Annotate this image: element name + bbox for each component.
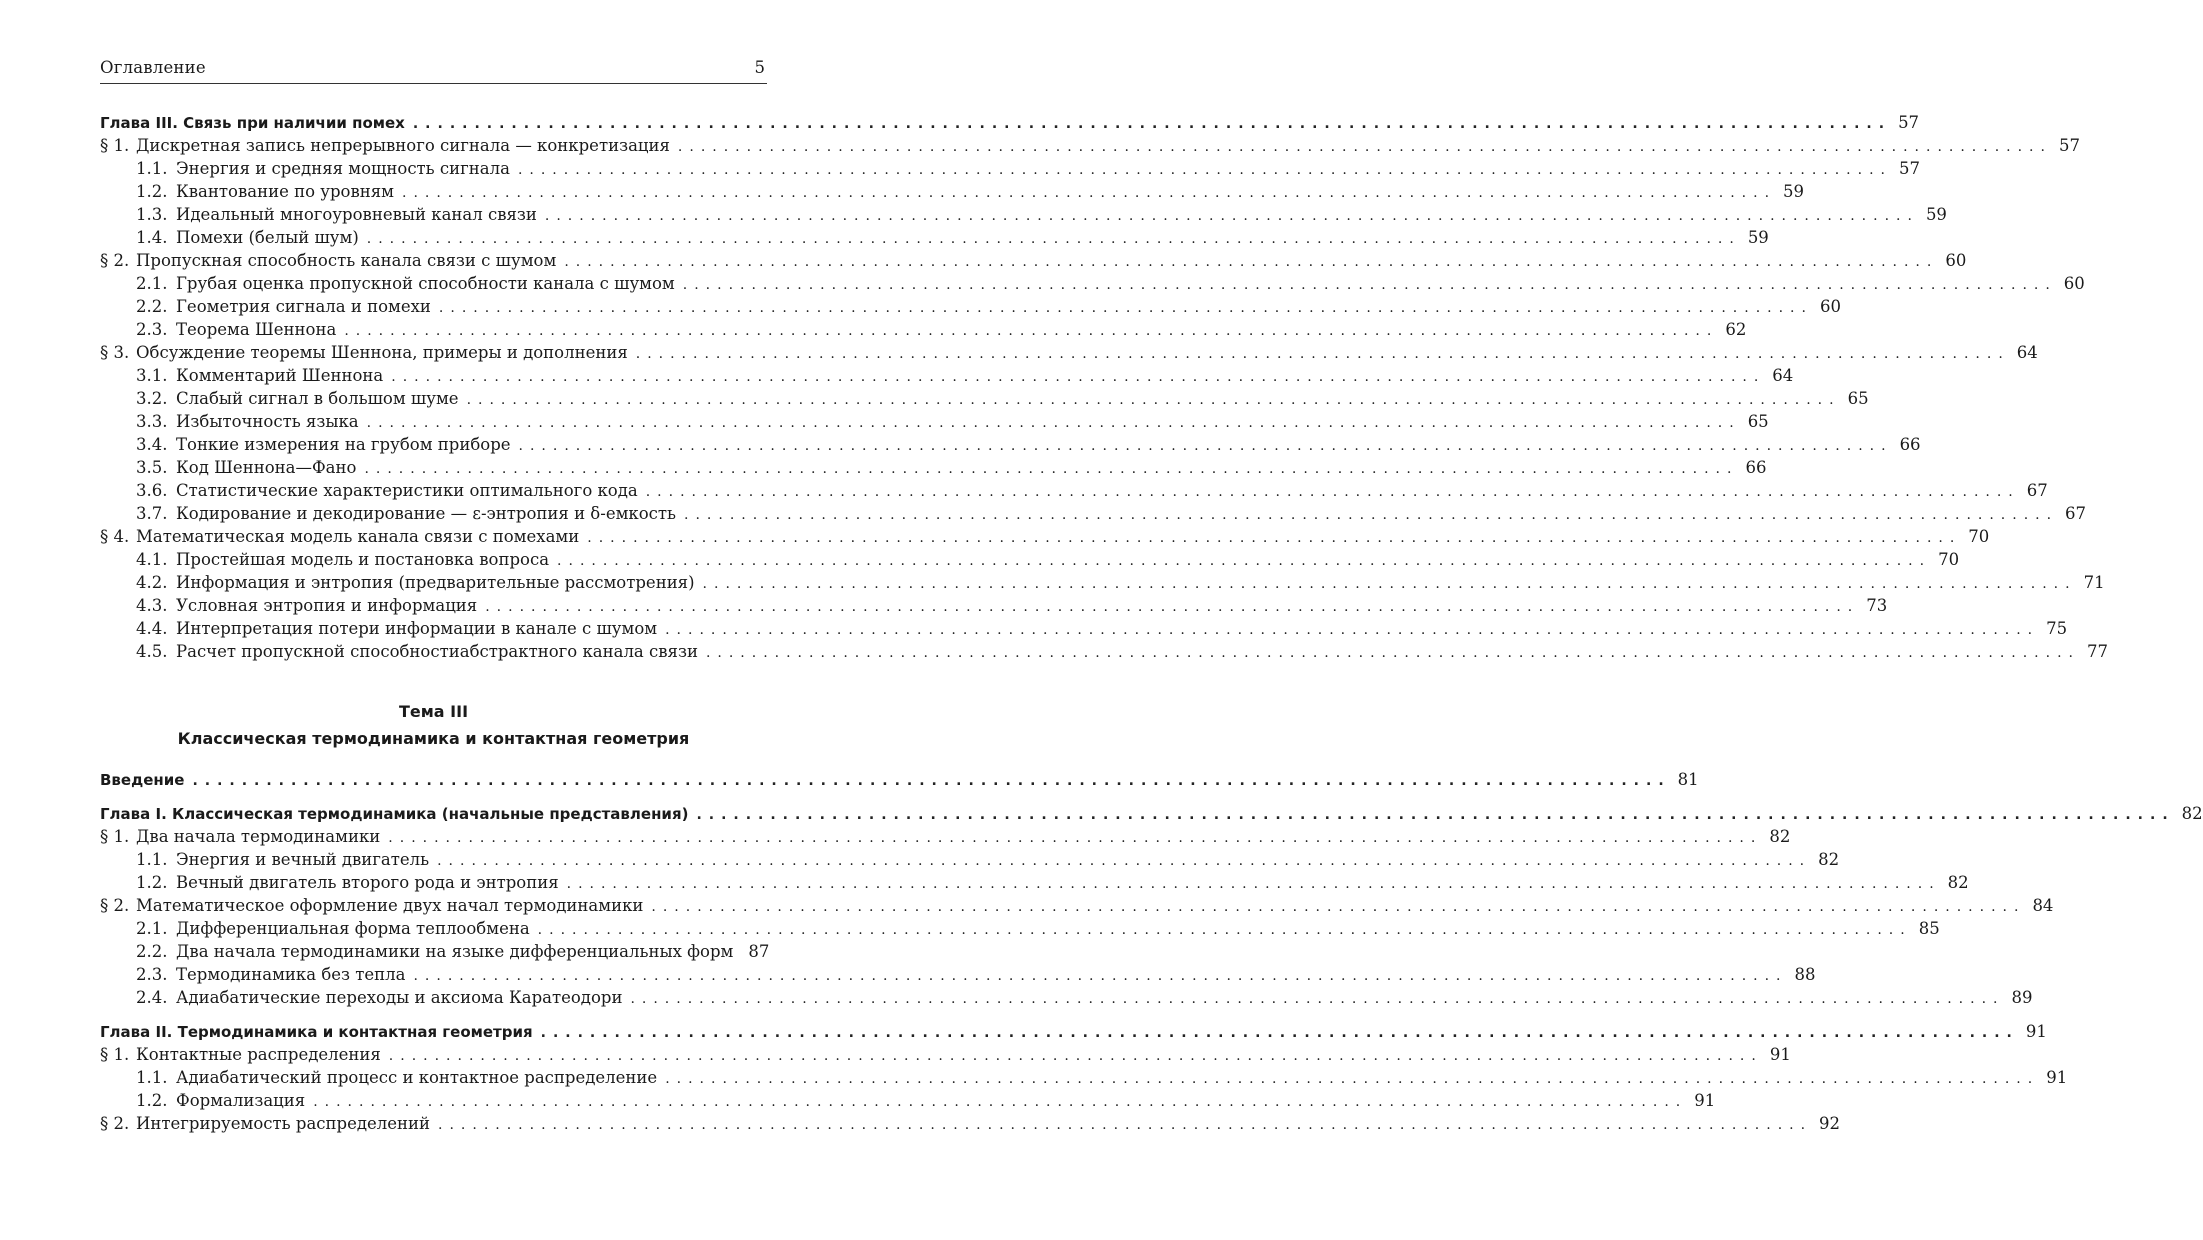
toc-section-title: Дискретная запись непрерывного сигнала — конкретизация (136, 136, 670, 155)
toc-subsection[interactable] (100, 640, 2108, 663)
toc-section-title: Два начала термодинамики (136, 827, 381, 846)
toc-subsection-page: 88 (1794, 965, 1816, 984)
chapter-2-block (100, 1020, 2068, 1135)
toc-chapter-page: 82 (2181, 804, 2203, 823)
toc-subsection-page: 89 (2011, 988, 2033, 1007)
dot-leader: ........................................................................................................................ (366, 415, 1741, 431)
dot-leader: ........................................................................................................................ (544, 208, 1919, 224)
toc-subsection-number: 3.2. (136, 389, 168, 408)
dot-leader: ........................................................................................................................ (413, 968, 1788, 984)
toc-subsection[interactable] (100, 433, 1921, 456)
toc-subsection-number: 2.1. (136, 274, 168, 293)
toc-subsection-label (100, 848, 429, 871)
toc-subsection-page: 59 (1925, 205, 1947, 224)
toc-section-label (100, 1112, 430, 1135)
dot-leader: ........................................................................................................................ (485, 599, 1860, 615)
toc-subsection-page: 60 (1819, 297, 1841, 316)
toc-subsection-label (100, 963, 405, 986)
toc-subsection-title: Дифференциальная форма теплообмена (176, 919, 530, 938)
toc-subsection-page: 91 (2046, 1068, 2068, 1087)
toc-subsection-number: 2.3. (136, 320, 168, 339)
toc-subsection-page: 75 (2046, 619, 2068, 638)
toc-section[interactable] (100, 525, 1990, 548)
toc-section-title: Интегрируемость распределений (136, 1114, 431, 1133)
toc-subsection-number: 3.6. (136, 481, 168, 500)
toc-subsection-label (100, 986, 622, 1009)
toc-subsection-number: 4.3. (136, 596, 168, 615)
toc-subsection-title: Статистические характеристики оптимального кода (176, 481, 638, 500)
toc-section-title: Обсуждение теоремы Шеннона, примеры и дополнения (136, 343, 628, 362)
toc-subsection-title: Комментарий Шеннона (176, 366, 384, 385)
toc-subsection[interactable] (100, 410, 1769, 433)
toc-chapter-page: 57 (1898, 113, 1920, 132)
toc-subsection-label (100, 272, 675, 295)
toc-subsection[interactable] (100, 571, 2105, 594)
toc-subsection-page: 66 (1745, 458, 1767, 477)
toc-subsection-number: 4.4. (136, 619, 168, 638)
toc-section[interactable] (100, 1043, 1791, 1066)
toc-subsection-label (100, 203, 537, 226)
toc-subsection-page: 65 (1747, 412, 1769, 431)
toc-subsection-label (100, 180, 394, 203)
toc-subsection-title: Адиабатический процесс и контактное распределение (176, 1068, 658, 1087)
toc-subsection[interactable] (100, 848, 1840, 871)
toc-subsection-number: 3.5. (136, 458, 168, 477)
dot-leader: ........................................................................................................................ (344, 323, 1719, 339)
toc-subsection-page: 70 (1938, 550, 1960, 569)
toc-subsection-page: 64 (1772, 366, 1794, 385)
toc-subsection-number: 3.1. (136, 366, 168, 385)
toc-subsection-number: 2.1. (136, 919, 168, 938)
toc-subsection-title: Идеальный многоуровневый канал связи (176, 205, 537, 224)
toc-subsection-label (100, 548, 549, 571)
dot-leader: ........................................................................................................................ (684, 507, 2059, 523)
toc-subsection-number: 1.1. (136, 850, 168, 869)
toc-subsection-title: Вечный двигатель второго рода и энтропия (176, 873, 559, 892)
toc-section-page: 57 (2058, 136, 2080, 155)
toc-subsection-title: Тонкие измерения на грубом приборе (176, 435, 511, 454)
introduction-block (100, 768, 1699, 791)
toc-section-number: § 2. (100, 1114, 130, 1133)
toc-chapter-label (100, 1021, 533, 1044)
toc-subsection[interactable] (100, 502, 2087, 525)
toc-subsection-title: Квантование по уровням (176, 182, 394, 201)
dot-leader: ........................................................................................................................ (696, 807, 2175, 823)
toc-subsection-title: Избыточность языка (176, 412, 359, 431)
toc-subsection-number: 1.4. (136, 228, 168, 247)
toc-subsection-label (100, 502, 676, 525)
toc-subsection[interactable] (100, 617, 2068, 640)
toc-subsection[interactable] (100, 917, 1940, 940)
dot-leader: ........................................................................................................................ (391, 369, 1766, 385)
dot-leader: ........................................................................................................................ (702, 576, 2077, 592)
running-head-title: Оглавление (100, 58, 206, 77)
toc-subsection-label (100, 410, 359, 433)
toc-section-number: § 2. (100, 251, 130, 270)
toc-introduction-title: Введение (100, 771, 185, 789)
toc-subsection-page: 57 (1898, 159, 1920, 178)
toc-section[interactable] (100, 825, 1791, 848)
toc-chapter-title: Глава III. Связь при наличии помех (100, 114, 405, 132)
toc-subsection-page: 87 (748, 942, 770, 961)
toc-subsection-label (100, 433, 511, 456)
toc-subsection-label (100, 594, 477, 617)
toc-introduction-page: 81 (1677, 770, 1699, 789)
toc-section-page: 92 (1819, 1114, 1841, 1133)
toc-subsection-title: Простейшая модель и постановка вопроса (176, 550, 550, 569)
toc-subsection[interactable] (100, 295, 1841, 318)
toc-page (100, 58, 2203, 1135)
toc-subsection-label (100, 917, 530, 940)
toc-section[interactable] (100, 341, 2038, 364)
dot-leader: ........................................................................................................................ (630, 991, 2005, 1007)
toc-subsection-page: 66 (1899, 435, 1921, 454)
toc-subsection[interactable] (100, 272, 2085, 295)
toc-section-page: 60 (1945, 251, 1967, 270)
toc-subsection-number: 1.2. (136, 873, 168, 892)
toc-section-label (100, 1043, 381, 1066)
toc-subsection-label (100, 226, 359, 249)
toc-subsection-title: Кодирование и декодирование — ε-энтропия и δ-емкость (176, 504, 677, 523)
toc-subsection-label (100, 479, 638, 502)
toc-subsection[interactable] (100, 986, 2033, 1009)
toc-subsection-page: 62 (1725, 320, 1747, 339)
toc-subsection[interactable] (100, 318, 1747, 341)
toc-section-title: Пропускная способность канала связи с шумом (136, 251, 557, 270)
toc-subsection-number: 2.2. (136, 297, 168, 316)
toc-section[interactable] (100, 894, 2054, 917)
toc-section-label (100, 825, 380, 848)
toc-subsection-page: 91 (1694, 1091, 1716, 1110)
dot-leader: ........................................................................................................................ (517, 162, 1892, 178)
toc-subsection-page: 59 (1783, 182, 1805, 201)
toc-subsection-label (100, 617, 657, 640)
toc-section-page: 70 (1968, 527, 1990, 546)
dot-leader: ........................................................................................................................ (587, 530, 1962, 546)
toc-subsection-number: 1.3. (136, 205, 168, 224)
toc-section-number: § 1. (100, 1045, 130, 1064)
dot-leader: ........................................................................................................................ (635, 346, 2010, 362)
toc-subsection[interactable] (100, 1089, 1716, 1112)
toc-section-number: § 1. (100, 827, 130, 846)
toc-subsection-number: 3.7. (136, 504, 168, 523)
dot-leader: ........................................................................................................................ (705, 645, 2080, 661)
toc-chapter-title: Глава II. Термодинамика и контактная геометрия (100, 1023, 533, 1041)
dot-leader: ........................................................................................................................ (192, 773, 1671, 789)
toc-subsection-page: 85 (1918, 919, 1940, 938)
toc-subsection-label (100, 1066, 657, 1089)
toc-section[interactable] (100, 1112, 1841, 1135)
toc-subsection-page: 82 (1947, 873, 1969, 892)
toc-subsection[interactable] (100, 548, 1960, 571)
toc-section-label (100, 249, 556, 272)
toc-subsection-label (100, 387, 459, 410)
toc-subsection-number: 1.1. (136, 159, 168, 178)
toc-subsection-page: 71 (2083, 573, 2105, 592)
toc-subsection-title: Информация и энтропия (предварительные рассмотрения) (176, 573, 695, 592)
toc-section-page: 82 (1769, 827, 1791, 846)
toc-subsection-number: 2.3. (136, 965, 168, 984)
toc-subsection-title: Формализация (176, 1091, 306, 1110)
toc-introduction[interactable] (100, 768, 1699, 791)
toc-section-page: 64 (2016, 343, 2038, 362)
table-of-contents (100, 111, 2203, 1135)
dot-leader: ........................................................................................................................ (537, 922, 1912, 938)
toc-subsection[interactable] (100, 157, 1920, 180)
toc-section-title: Математическое оформление двух начал термодинамики (136, 896, 644, 915)
dot-leader: ........................................................................................................................ (437, 853, 1812, 869)
toc-subsection-number: 3.4. (136, 435, 168, 454)
toc-subsection-label (100, 571, 695, 594)
toc-subsection-page: 59 (1747, 228, 1769, 247)
toc-chapter-page: 91 (2025, 1022, 2047, 1041)
dot-leader: ........................................................................................................................ (388, 1048, 1763, 1064)
dot-leader: ........................................................................................................................ (665, 622, 2040, 638)
dot-leader: ........................................................................................................................ (412, 116, 1892, 132)
toc-subsection-title: Два начала термодинамики на языке дифференциальных форм (176, 942, 734, 961)
toc-subsection-label (100, 318, 336, 341)
toc-subsection-number: 2.4. (136, 988, 168, 1007)
toc-section-number: § 2. (100, 896, 130, 915)
toc-subsection[interactable] (100, 387, 1869, 410)
toc-subsection-page: 82 (1818, 850, 1840, 869)
dot-leader: ........................................................................................................................ (540, 1025, 2019, 1041)
toc-chapter-label (100, 112, 405, 135)
dot-leader: ........................................................................................................................ (645, 484, 2020, 500)
toc-subsection[interactable] (100, 479, 2048, 502)
toc-subsection-title: Термодинамика без тепла (176, 965, 406, 984)
dot-leader: ........................................................................................................................ (388, 830, 1763, 846)
toc-subsection-label (100, 456, 356, 479)
toc-subsection-number: 2.2. (136, 942, 168, 961)
chapter-3-block (100, 111, 2108, 663)
toc-section-number: § 1. (100, 136, 130, 155)
dot-leader: ........................................................................................................................ (682, 277, 2057, 293)
toc-chapter[interactable] (100, 1020, 2047, 1043)
toc-subsection-number: 4.2. (136, 573, 168, 592)
toc-subsection-label (100, 157, 510, 180)
toc-subsection-number: 3.3. (136, 412, 168, 431)
toc-subsection-page: 60 (2063, 274, 2085, 293)
toc-subsection[interactable] (100, 963, 1816, 986)
dot-leader: ........................................................................................................................ (557, 553, 1932, 569)
dot-leader: ........................................................................................................................ (313, 1094, 1688, 1110)
toc-subsection[interactable] (100, 180, 1805, 203)
dot-leader: ........................................................................................................................ (518, 438, 1893, 454)
toc-subsection-label (100, 940, 733, 963)
toc-subsection-title: Слабый сигнал в большом шуме (176, 389, 459, 408)
dot-leader: ........................................................................................................................ (677, 139, 2052, 155)
toc-subsection[interactable] (100, 456, 1767, 479)
toc-section-page: 91 (1769, 1045, 1791, 1064)
toc-subsection[interactable] (100, 1066, 2068, 1089)
toc-section-number: § 4. (100, 527, 130, 546)
toc-section-label (100, 134, 670, 157)
dot-leader: ........................................................................................................................ (564, 254, 1939, 270)
toc-subsection[interactable] (100, 594, 1888, 617)
toc-subsection-title: Код Шеннона—Фано (176, 458, 357, 477)
toc-section[interactable] (100, 249, 1967, 272)
toc-section-label (100, 341, 628, 364)
dot-leader: ........................................................................................................................ (402, 185, 1777, 201)
toc-subsection-title: Помехи (белый шум) (176, 228, 359, 247)
toc-subsection-title: Условная энтропия и информация (176, 596, 478, 615)
toc-subsection-number: 4.5. (136, 642, 168, 661)
toc-subsection-title: Энергия и средняя мощность сигнала (176, 159, 510, 178)
toc-subsection-number: 1.1. (136, 1068, 168, 1087)
dot-leader: ........................................................................................................................ (466, 392, 1841, 408)
toc-subsection-label (100, 1089, 305, 1112)
toc-subsection-page: 65 (1847, 389, 1869, 408)
toc-subsection-title: Теорема Шеннона (176, 320, 337, 339)
chapter-1-block (100, 802, 2203, 1009)
toc-chapter[interactable] (100, 802, 2203, 825)
toc-section-label (100, 525, 579, 548)
toc-subsection-label (100, 295, 431, 318)
dot-leader: ........................................................................................................................ (566, 876, 1941, 892)
page-number: 5 (754, 58, 765, 77)
toc-subsection-title: Интерпретация потери информации в канале с шумом (176, 619, 658, 638)
toc-section-title: Контактные распределения (136, 1045, 381, 1064)
dot-leader: ........................................................................................................................ (364, 461, 1739, 477)
toc-subsection-label (100, 640, 698, 663)
toc-section-page: 84 (2032, 896, 2054, 915)
toc-subsection[interactable] (100, 364, 1794, 387)
toc-subsection-title: Адиабатические переходы и аксиома Каратеодори (176, 988, 623, 1007)
dot-leader: ........................................................................................................................ (651, 899, 2026, 915)
toc-chapter-label (100, 803, 688, 826)
toc-section-title: Математическая модель канала связи с помехами (136, 527, 580, 546)
toc-subsection-title: Грубая оценка пропускной способности канала с шумом (176, 274, 675, 293)
toc-subsection[interactable] (100, 940, 770, 963)
toc-section-label (100, 894, 643, 917)
toc-section[interactable] (100, 134, 2080, 157)
dot-leader: ........................................................................................................................ (438, 1117, 1813, 1133)
toc-subsection-title: Энергия и вечный двигатель (176, 850, 430, 869)
topic-title: Классическая термодинамика и контактная геометрия (177, 729, 690, 748)
toc-subsection-number: 1.2. (136, 1091, 168, 1110)
toc-subsection-label (100, 364, 383, 387)
dot-leader: ........................................................................................................................ (665, 1071, 2040, 1087)
toc-subsection-page: 67 (2065, 504, 2087, 523)
toc-subsection-number: 4.1. (136, 550, 168, 569)
toc-introduction-label (100, 769, 184, 792)
toc-subsection[interactable] (100, 203, 1947, 226)
toc-subsection-page: 67 (2026, 481, 2048, 500)
dot-leader: ........................................................................................................................ (366, 231, 1741, 247)
topic-label: Тема III (398, 702, 469, 721)
toc-subsection-label (100, 871, 559, 894)
toc-chapter-title: Глава I. Классическая термодинамика (начальные представления) (100, 805, 689, 823)
toc-subsection-title: Геометрия сигнала и помехи (176, 297, 431, 316)
toc-chapter[interactable] (100, 111, 1920, 134)
toc-subsection-number: 1.2. (136, 182, 168, 201)
toc-subsection-page: 73 (1866, 596, 1888, 615)
toc-subsection[interactable] (100, 871, 1969, 894)
toc-subsection[interactable] (100, 226, 1769, 249)
toc-subsection-page: 77 (2086, 642, 2108, 661)
toc-subsection-title: Расчет пропускной способностиабстрактного канала связи (176, 642, 698, 661)
dot-leader: ........................................................................................................................ (438, 300, 1813, 316)
toc-section-number: § 3. (100, 343, 130, 362)
running-head (100, 58, 767, 84)
